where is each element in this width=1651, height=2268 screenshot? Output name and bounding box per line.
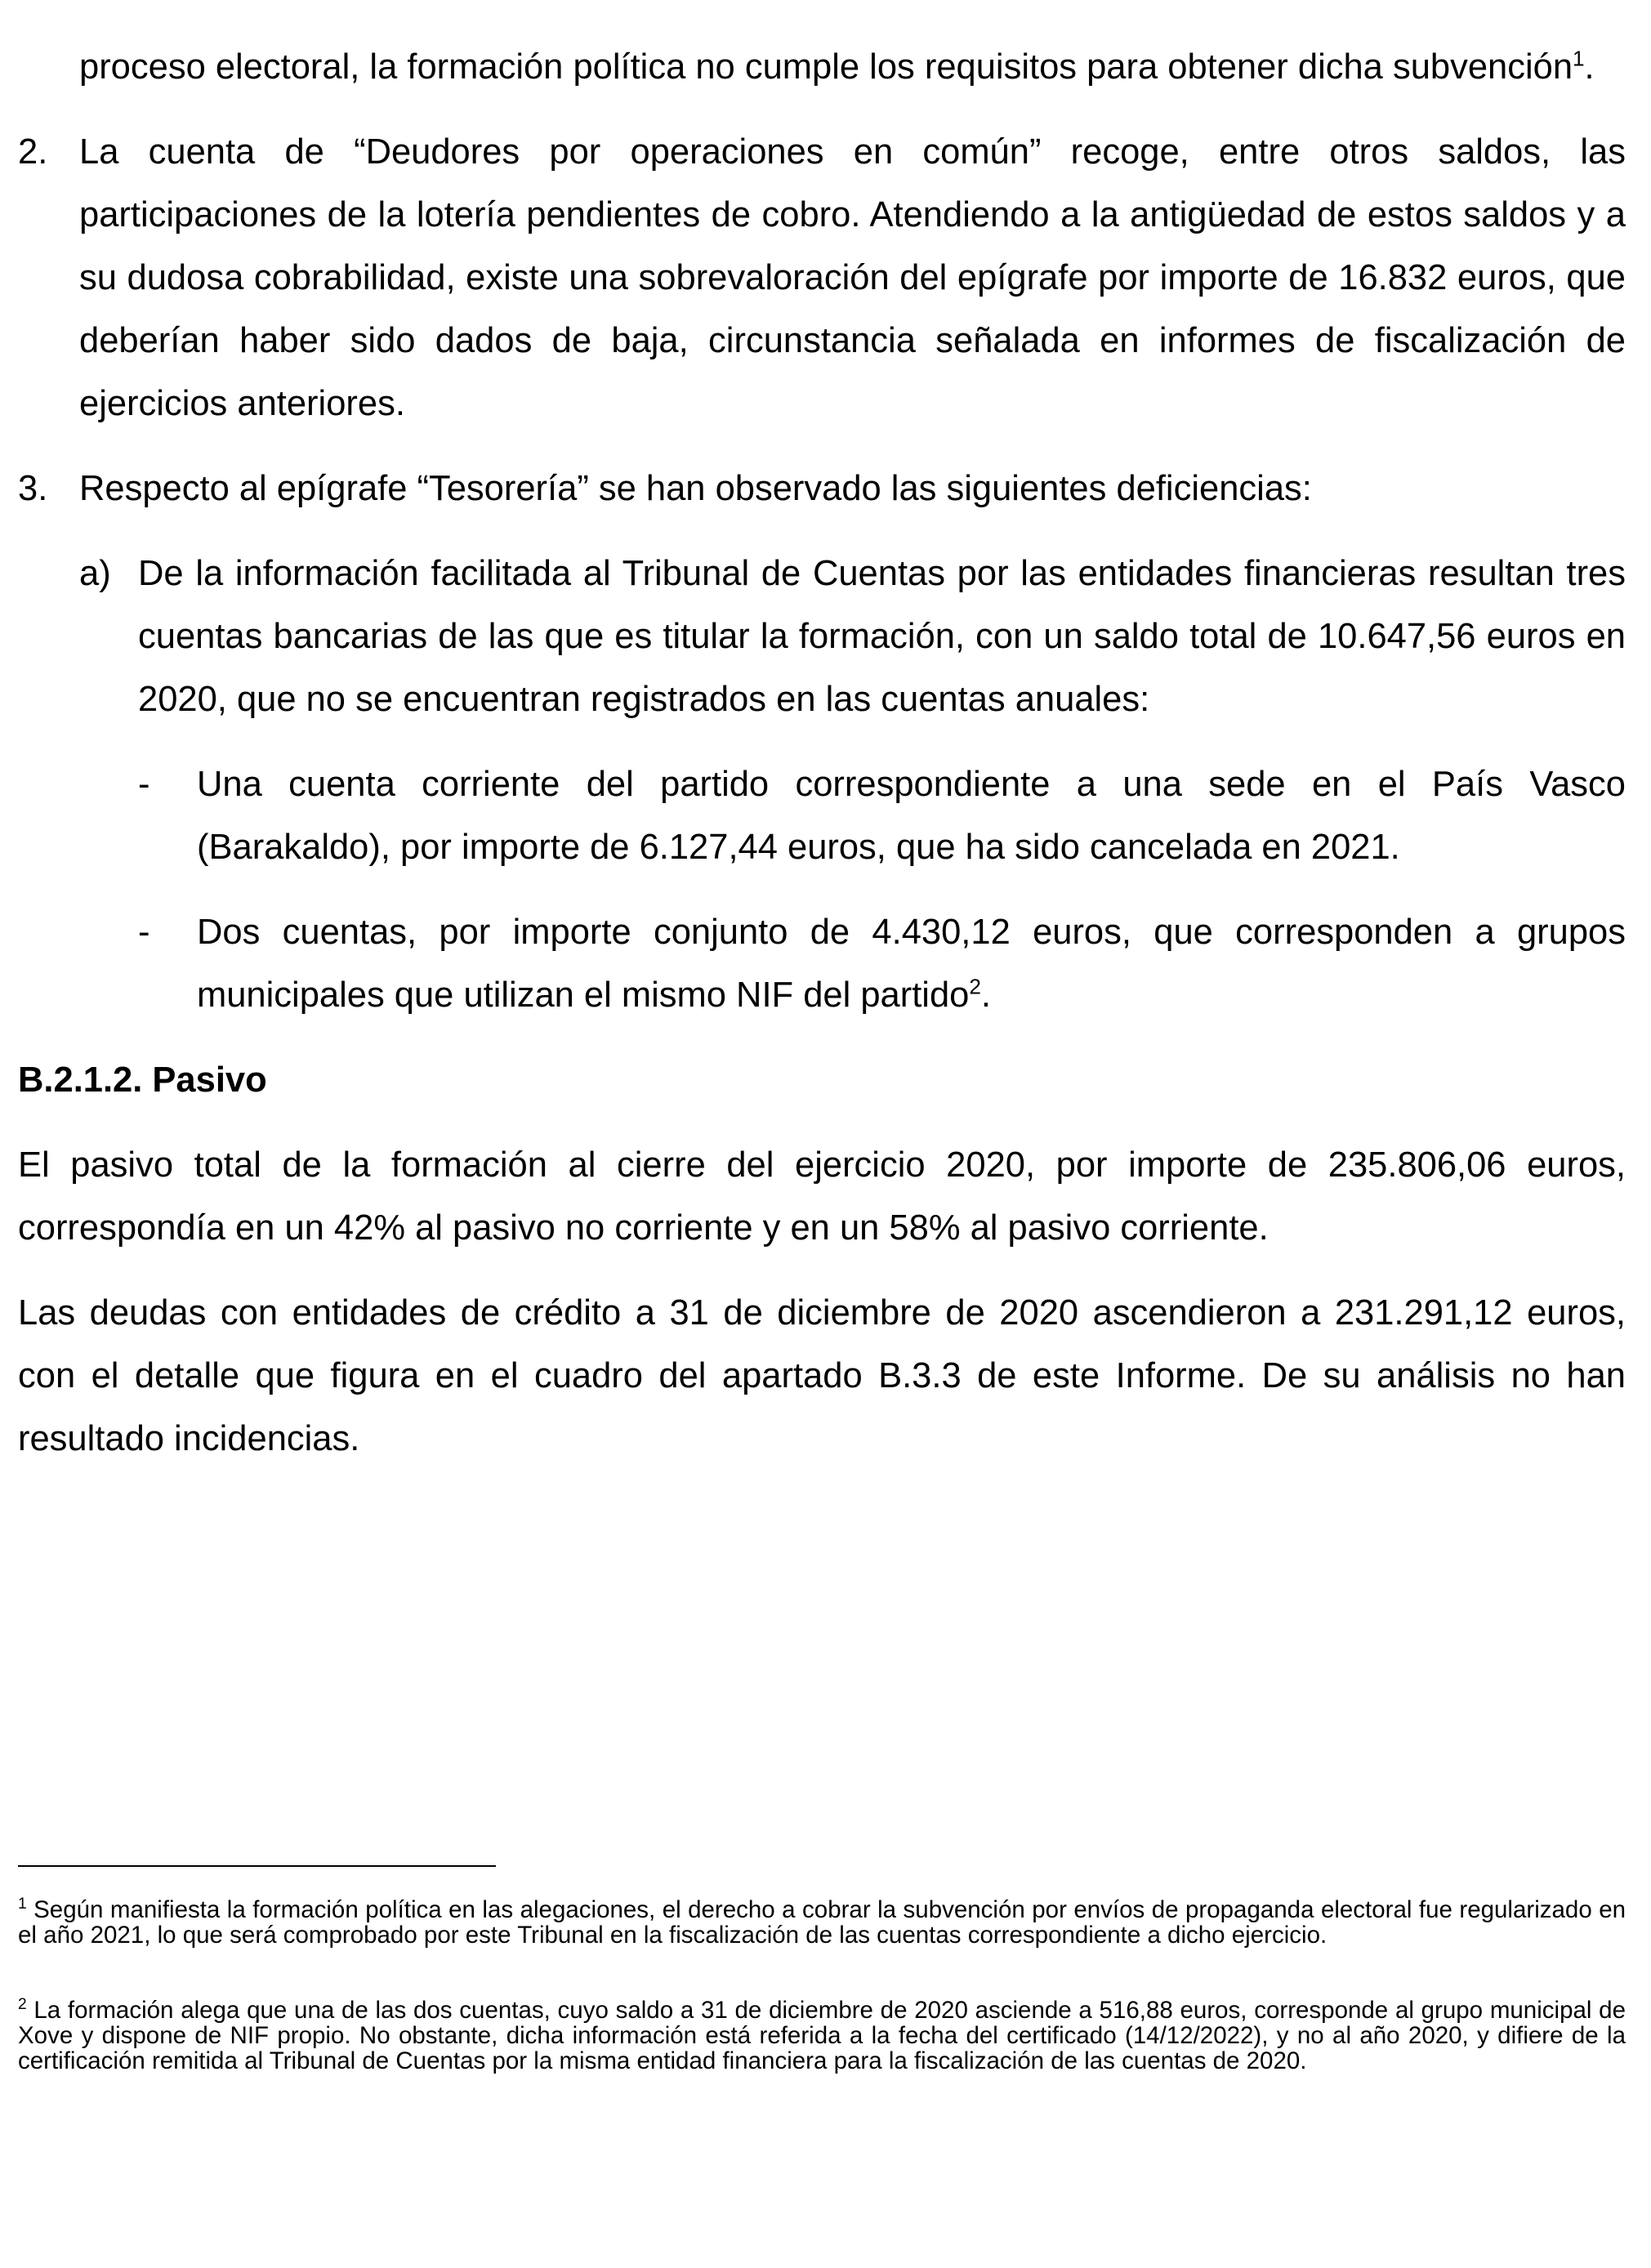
sub-item-text: De la información facilitada al Tribunal de Cuentas por las entidades financieras resultan tres cuentas bancarias de las que es titular la formación, con un saldo total de 10.647,56 euros en 2020, que no se encuentran registrados en las cuentas anuales: <box>138 554 1626 719</box>
intro-paragraph: proceso electoral, la formación política no cumple los requisitos para obtener dicha subvención$^1$. <box>79 46 1595 87</box>
footnote-number: 2 <box>18 1996 27 2014</box>
sub-item-label: a) <box>79 554 111 593</box>
footnote-ref-1[interactable]: 1 <box>1573 46 1585 71</box>
footnote-number: 1 <box>18 1895 27 1913</box>
dash-item-2 <box>138 901 1626 1027</box>
list-item-2 <box>18 121 1626 435</box>
section-heading: B.2.1.2. Pasivo <box>18 1060 267 1100</box>
list-number: 2. <box>18 132 48 172</box>
footnote-text: La formación alega que una de las dos cuentas, cuyo saldo a 31 de diciembre de 2020 asciende a 516,88 euros, corresponde al grupo municipal de Xove y dispone de NIF propio. No obstante, dicha información está referida a la fecha del certificado (14/12/2022), y no al año 2020, y difiere de la certificación remitida al Tribunal de Cuentas por la misma entidad financiera para la fiscalización de las cuentas de 2020. <box>18 1997 1626 2074</box>
dash-bullet: - <box>138 913 150 952</box>
paragraph-deudas: Las deudas con entidades de crédito a 31 de diciembre de 2020 ascendieron a 231.291,12 euros, con el detalle que figura en el cuadro del apartado B.3.3 de este Informe. De su análisis no han resultado incidencias. <box>18 1293 1626 1458</box>
footnote-1 <box>18 1897 1626 1948</box>
list-item-text: Respecto al epígrafe “Tesorería” se han observado las siguientes deficiencias: <box>79 469 1312 508</box>
footnote-text: Según manifiesta la formación política en las alegaciones, el derecho a cobrar la subvención por envíos de propaganda electoral fue regularizado en el año 2021, lo que será comprobado por este Tribunal en la fiscalización de las cuentas correspondiente a dicho ejercicio. <box>18 1896 1626 1949</box>
dash-item-text: Una cuenta corriente del partido correspondiente a una sede en el País Vasco (Barakaldo), por importe de 6.127,44 euros, que ha sido cancelada en 2021. <box>197 765 1626 867</box>
list-item-3 <box>18 458 1626 520</box>
footnote-separator <box>18 1865 496 1867</box>
dash-item-1 <box>138 753 1626 879</box>
footnote-ref-2[interactable]: 2 <box>969 974 981 999</box>
list-number: 3. <box>18 469 48 508</box>
dash-item-text: Dos cuentas, por importe conjunto de 4.430,12 euros, que corresponden a grupos municipales que utilizan el mismo NIF del partido$^2$. <box>197 913 1626 1015</box>
list-item-text: La cuenta de “Deudores por operaciones en común” recoge, entre otros saldos, las participaciones de la lotería pendientes de cobro. Atendiendo a la antigüedad de estos saldos y a su dudosa cobrabilidad, existe una sobrevaloración del epígrafe por importe de 16.832 euros, que deberían haber sido dados de baja, circunstancia señalada en informes de fiscalización de ejercicios anteriores. <box>79 132 1626 423</box>
sub-item-a <box>79 542 1626 731</box>
main-text <box>18 0 1626 1471</box>
dash-bullet: - <box>138 765 150 804</box>
footnote-2 <box>18 1998 1626 2074</box>
paragraph-pasivo-total: El pasivo total de la formación al cierre del ejercicio 2020, por importe de 235.806,06 euros, correspondía en un 42% al pasivo no corriente y en un 58% al pasivo corriente. <box>18 1145 1626 1248</box>
